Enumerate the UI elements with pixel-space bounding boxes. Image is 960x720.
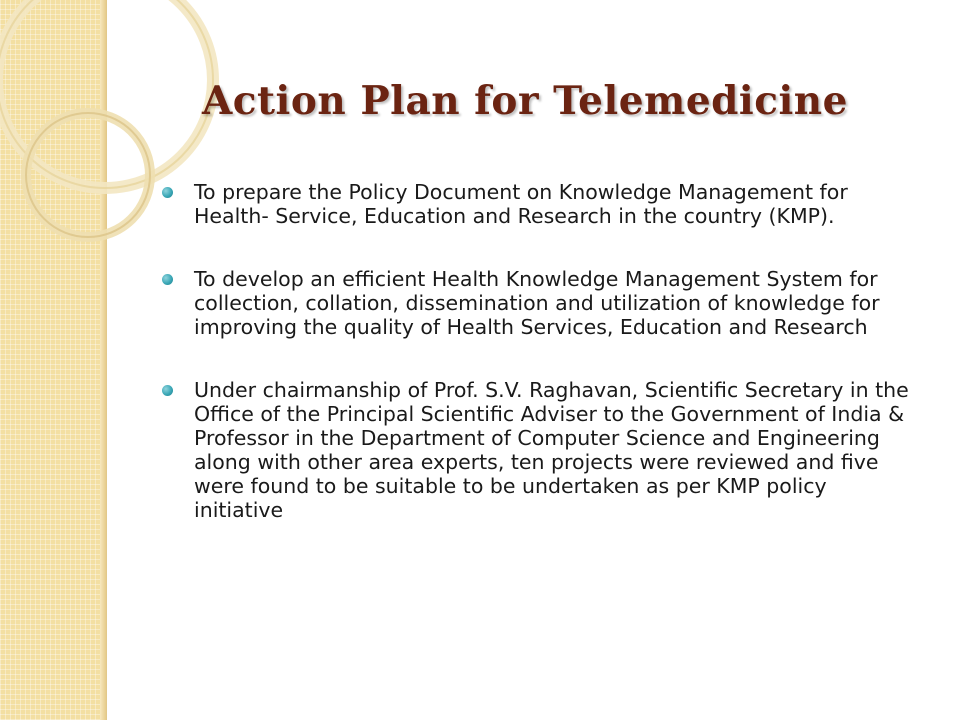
bullet-dot-icon	[162, 274, 173, 285]
bullet-item	[160, 378, 912, 522]
bullet-text: To develop an efficient Health Knowledge Management System for collection, collation, dissemination and utilization of knowledge for improving the quality of Health Services, Education and Research	[194, 267, 880, 339]
side-decorative-band	[0, 0, 107, 720]
slide-title: Action Plan for Telemedicine	[202, 78, 848, 124]
bullet-dot-icon	[162, 385, 173, 396]
bullet-item	[160, 180, 912, 228]
bullet-list	[160, 180, 912, 561]
bullet-item	[160, 267, 912, 339]
bullet-text: To prepare the Policy Document on Knowledge Management for Health- Service, Education and Research in the country (KMP).	[194, 180, 848, 228]
bullet-text: Under chairmanship of Prof. S.V. Raghavan, Scientific Secretary in the Office of the Principal Scientific Adviser to the Government of India & Professor in the Department of Computer Science and Engineering along with other area experts, ten projects were reviewed and five were found to be suitable to be undertaken as per KMP policy initiative	[194, 378, 909, 522]
bullet-dot-icon	[162, 187, 173, 198]
side-band-edge	[100, 0, 106, 720]
